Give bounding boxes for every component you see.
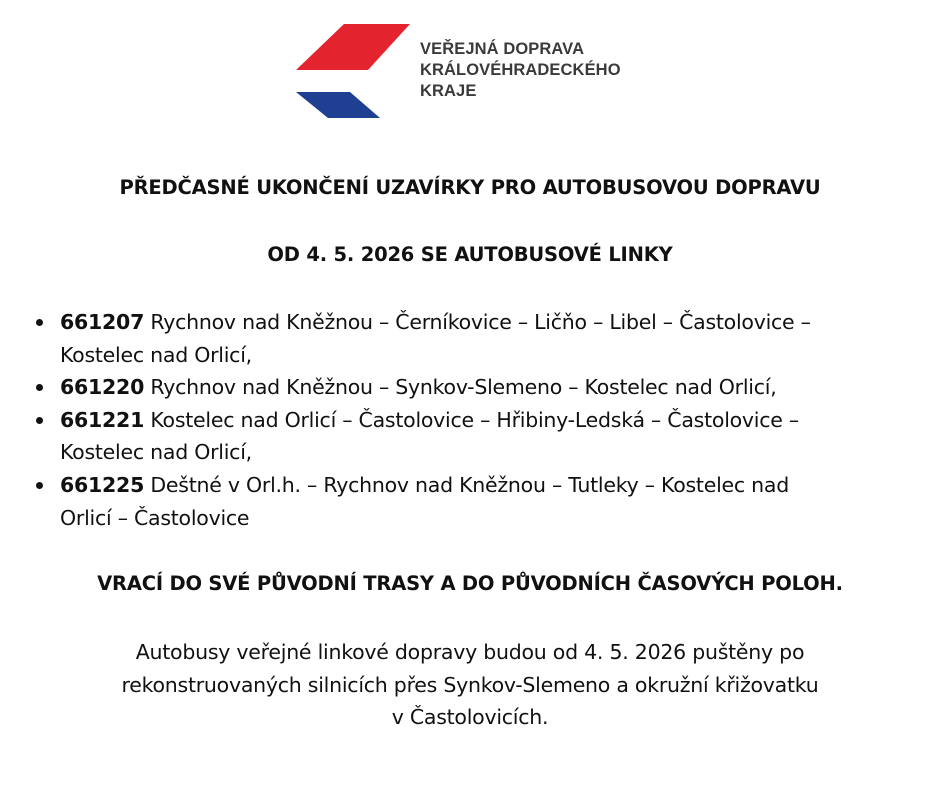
note-line: rekonstruovaných silnicích přes Synkov-Slemeno a okružní křižovatku [121,672,819,697]
heading-return-routes: VRACÍ DO SVÉ PŮVODNÍ TRASY A DO PŮVODNÍCH ČASOVÝCH POLOH. [97,572,843,595]
note-line: Autobusy veřejné linkové dopravy budou od 4. 5. 2026 puštěny po [135,640,805,664]
line-text [60,404,906,437]
line-number: 661221 [60,407,145,432]
line-route: Kostelec nad Orlicí – Častolovice – Hřibiny-Ledská – Častolovice – [150,407,799,432]
line-route-continued: Orlicí – Častolovice [60,505,250,530]
bus-lines-list [36,306,906,534]
line-route-continued: Kostelec nad Orlicí, [60,342,252,367]
line-number: 661225 [60,472,145,497]
note-line: v Častolovicích. [391,705,549,730]
heading-closure-ended: PŘEDČASNÉ UKONČENÍ UZAVÍRKY PRO AUTOBUSOVOU DOPRAVU [119,176,821,199]
bullet-icon [36,482,43,489]
logo-text [420,39,621,102]
line-route: Rychnov nad Kněžnou – Synkov-Slemeno – Kostelec nad Orlicí, [150,375,777,400]
list-item [36,306,906,371]
logo [296,24,656,118]
logo-mark-icon [296,24,412,118]
line-text [60,306,906,339]
line-text [60,371,906,404]
line-text [60,469,906,502]
list-item [36,469,906,534]
logo-red-shape [296,24,410,70]
line-route: Deštné v Orl.h. – Rychnov nad Kněžnou – Tutleky – Kostelec nad [150,472,789,497]
note-paragraph [60,636,880,734]
line-number: 661220 [60,375,145,400]
line-route: Rychnov nad Kněžnou – Černíkovice – Ličňo – Libel – Častolovice – [150,310,811,334]
logo-text-line: KRÁLOVÉHRADECKÉHO [420,61,621,79]
bullet-icon [36,417,43,424]
line-number: 661207 [60,310,145,334]
logo-text-line: KRAJE [420,82,477,100]
logo-text-line: VEŘEJNÁ DOPRAVA [420,40,585,58]
heading-date-lines: OD 4. 5. 2026 SE AUTOBUSOVÉ LINKY [267,243,673,266]
bullet-icon [36,384,43,391]
bullet-icon [36,319,43,326]
list-item [36,371,906,404]
line-route-continued: Kostelec nad Orlicí, [60,440,252,465]
list-item [36,404,906,469]
